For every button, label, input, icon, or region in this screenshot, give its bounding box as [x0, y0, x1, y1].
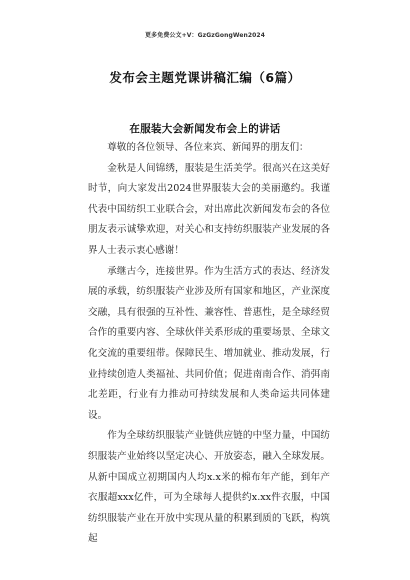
speech-title: 在服装大会新闻发布会上的讲话: [129, 123, 281, 135]
body-text: [88, 138, 330, 550]
header-note: 更多免费公文+V：GzGzGongWen2024: [145, 32, 265, 39]
salutation-paragraph: 尊敬的各位领导、各位来宾、新闻界的朋友们：: [107, 142, 309, 153]
body-paragraph: 承继古今，连接世界。作为生活方式的表达、经济发展的承载，纺织服装产业涉及所有国家和地区，产业深度交融，具有很强的互补性、兼容性、普惠性，是全球经贸合作的重要内容、全球伙伴关系形成的重要场景、全球文化交流的重要纽带。保障民生、增加就业、推动发展，行业持续创造人类福祉、共同价值；促进南南合作、消弭南北差距，行业有力推动可持续发展和人类命运共同体建设。: [88, 265, 330, 421]
body-paragraph: 金秋是人间锦绣，服装是生活美学。很高兴在这美好时节，向大家发出2024世界服装大会的美丽邀约。我谨代表中国纺织工业联合会，对出席此次新闻发布会的各位朋友表示诚挚欢迎，对关心和支持纺织服装产业发展的各界人士表示衷心感谢！: [88, 162, 330, 256]
body-paragraph: 作为全球纺织服装产业链供应链的中坚力量，中国纺织服装产业始终以坚定决心、开放姿态，融入全球发展。从新中国成立初期国内人均x.x米的棉布年产能，到年产衣服超xxx亿件，可为全球每人提供约x.xx件衣服，中国纺织服装产业在开放中实现从量的积累到质的飞跃，构筑起: [88, 430, 330, 545]
document-title: 发布会主题党课讲稿汇编（6篇）: [109, 70, 301, 85]
